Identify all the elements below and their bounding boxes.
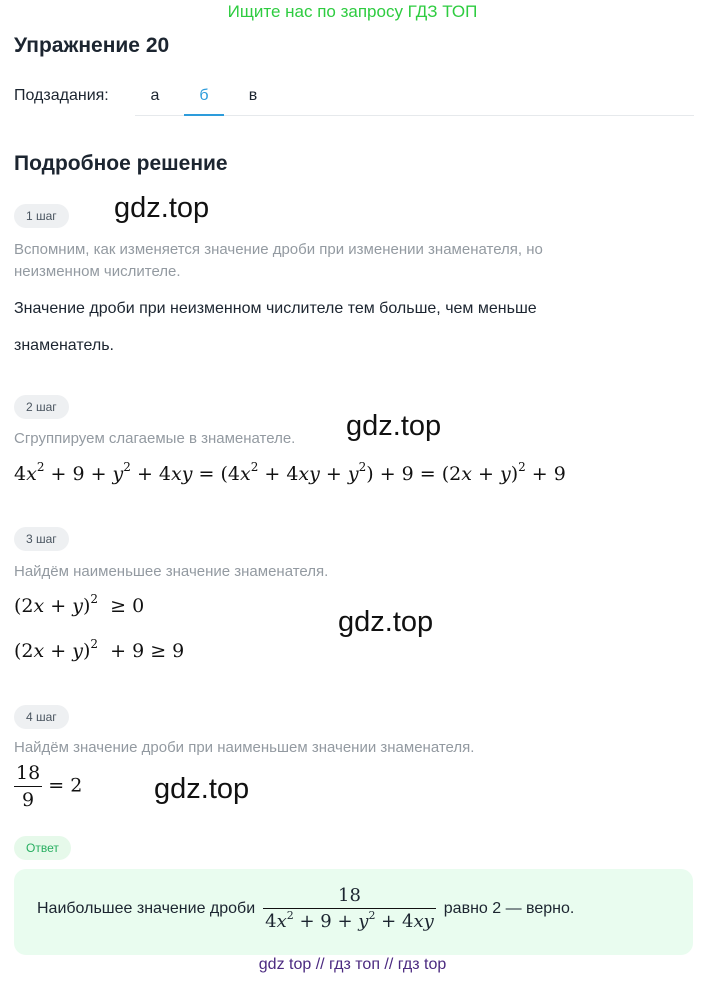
answer-box: [14, 869, 693, 955]
top-banner: Ищите нас по запросу ГДЗ ТОП: [227, 2, 478, 21]
tab-v[interactable]: в: [248, 87, 258, 104]
step-2-hint: Сгруппируем слагаемые в знаменателе.: [14, 430, 296, 447]
step-1-hint-line2: неизменном числителе.: [14, 263, 181, 280]
step-2-badge: 2 шаг: [14, 395, 69, 419]
watermark: gdz.top: [154, 773, 250, 805]
tab-b[interactable]: б: [184, 84, 224, 116]
answer-suffix: равно 2 — верно.: [443, 899, 575, 917]
watermark: gdz.top: [114, 192, 210, 224]
answer-content: [37, 885, 574, 932]
step-2-formula: $4x^2 + 9 + y^2 + 4xy = (4x^2 + 4xy + y^2) + 9 = (2x + y)^2 + 9$: [14, 460, 566, 485]
subtasks-bar: [14, 84, 694, 116]
answer-fraction: [263, 885, 436, 932]
watermark: gdz.top: [346, 410, 442, 442]
step-3-formula-2: $(2x + y)^2 + 9 \ge 9$: [14, 637, 185, 662]
answer-denominator: $4x^2 + 9 + y^2 + 4xy$: [265, 909, 434, 932]
answer-badge: Ответ: [14, 836, 71, 860]
answer-prefix: Наибольшее значение дроби: [37, 899, 256, 917]
step-3-badge: 3 шаг: [14, 527, 69, 551]
step-3-hint: Найдём наименьшее значение знаменателя.: [14, 563, 329, 580]
subtasks-label: Подзадания:: [14, 87, 109, 104]
step-1-text-line1: Значение дроби при неизменном числителе тем больше, чем меньше: [14, 300, 537, 317]
step-4-badge: 4 шаг: [14, 705, 69, 729]
step-4-formula: [14, 762, 82, 811]
step-4-result: = 2: [48, 774, 83, 797]
step-1-text-line2: знаменатель.: [14, 337, 114, 354]
footer-links: gdz top // гдз топ // гдз top: [258, 956, 447, 973]
step-4-fraction: [14, 762, 42, 811]
page-title: Упражнение 20: [14, 34, 170, 57]
step-1-hint-line1: Вспомним, как изменяется значение дроби при изменении знаменателя, но: [14, 241, 543, 258]
section-title: Подробное решение: [14, 152, 228, 175]
step-4-hint: Найдём значение дроби при наименьшем значении знаменателя.: [14, 739, 475, 756]
step-4-numerator: 18: [16, 762, 41, 784]
step-3-formula-1: $(2x + y)^2 \ge 0$: [14, 592, 145, 617]
step-1-badge: 1 шаг: [14, 204, 69, 228]
watermark: gdz.top: [338, 606, 434, 638]
tab-a[interactable]: а: [150, 87, 160, 104]
step-4-denominator: 9: [14, 786, 42, 811]
answer-numerator: 18: [338, 885, 361, 906]
